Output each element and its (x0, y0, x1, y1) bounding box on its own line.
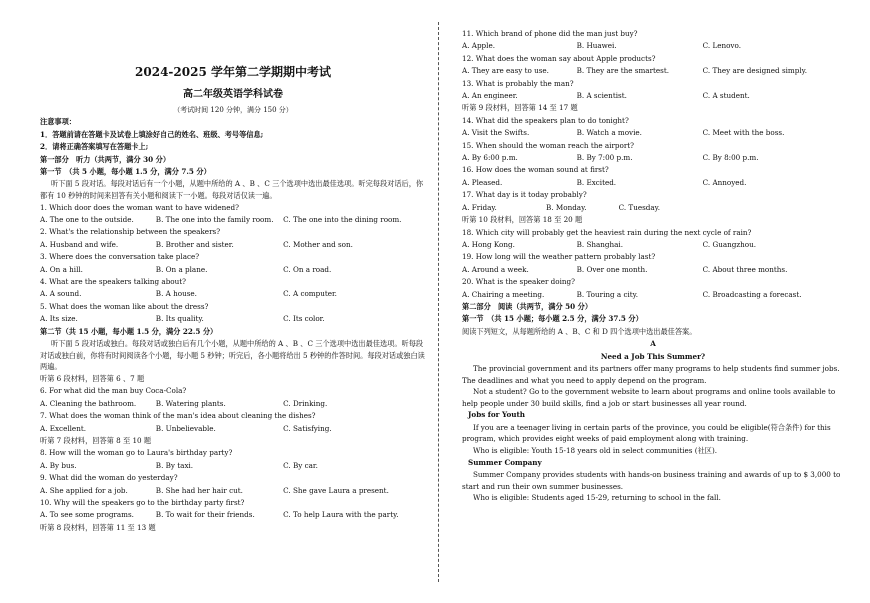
option: C. On a road. (283, 264, 332, 274)
notice-item: 1．答题前请在答题卡及试卷上填涂好自己的姓名、班级、考号等信息; (40, 129, 264, 139)
options-row (462, 90, 844, 102)
option: A. By bus. (40, 460, 77, 470)
option: C. Broadcasting a forecast. (702, 289, 802, 299)
option: C. Meet with the boss. (702, 128, 785, 138)
option: A. Friday. (462, 202, 497, 212)
passage-paragraph: Who is eligible: Youth 15-18 years old in select communities (社区). (473, 445, 718, 455)
options-row (462, 127, 844, 139)
option: C. By car. (283, 460, 318, 470)
question: 17. What day is it today probably? (462, 190, 587, 200)
options-row (462, 152, 844, 164)
option: A. Husband and wife. (40, 239, 119, 249)
question: 13. What is probably the man? (462, 78, 574, 88)
question: 2. What's the relationship between the speakers? (40, 227, 221, 237)
passage-paragraph: Not a student? Go to the government website to learn about programs and online tools available to help people under 30 build skills, find a job or start businesses all year round. (462, 387, 836, 408)
options-row (462, 65, 844, 77)
passage-paragraph: If you are a teenager living in certain parts of the province, you could be eligible(符合条件) for this program, which provides eight weeks of paid employment along with training. (462, 422, 831, 444)
section-instructions: 听下面 5 段对话。每段对话后有一个小题，从题中所给的 A 、B 、C 三个选项中选出最佳选项。听完每段对话后，你都有 10 秒钟的时间来回答有关小题和阅读下一小题。每段对话仅读一遍。 (40, 179, 424, 201)
right-column (462, 28, 844, 504)
question: 20. What is the speaker doing? (462, 277, 575, 287)
passage-title: Need a Job This Summer? (600, 351, 706, 361)
option: C. A student. (702, 91, 750, 101)
option: B. Touring a city. (576, 289, 639, 299)
option: A. By 6:00 p.m. (462, 153, 518, 163)
option: A. Cleaning the bathroom. (40, 398, 137, 408)
material-label: 听第 10 段材料，回答第 18 至 20 题 (462, 215, 583, 225)
option: A. An engineer. (462, 91, 518, 101)
option: C. The one into the dining room. (283, 215, 402, 225)
question: 12. What does the woman say about Apple products? (462, 53, 656, 63)
passage-paragraph: Who is eligible: Students aged 15-29, returning to school in the fall. (473, 493, 721, 503)
option: B. Its quality. (155, 314, 204, 324)
options-row (40, 509, 426, 521)
options-row (40, 313, 426, 325)
option: B. By taxi. (155, 460, 194, 470)
options-row (462, 202, 844, 214)
option: B. Excited. (576, 177, 617, 187)
options-row (40, 288, 426, 300)
notice-heading: 注意事项： (40, 117, 76, 127)
option: B. They are the smartest. (576, 66, 670, 76)
question: 9. What did the woman do yesterday? (40, 473, 178, 483)
left-column (40, 0, 426, 534)
question: 8. How will the woman go to Laura's birthday party? (40, 448, 233, 458)
option: C. Lenovo. (702, 41, 741, 51)
option: B. Monday. (546, 202, 587, 212)
option: B. On a plane. (155, 264, 208, 274)
question: 6. For what did the man buy Coca-Cola? (40, 386, 187, 396)
option: A. Chairing a meeting. (462, 289, 545, 299)
option: C. Drinking. (283, 398, 328, 408)
question: 11. Which brand of phone did the man just buy? (462, 29, 638, 38)
exam-info: （考试时间 120 分钟，满分 150 分） (173, 106, 293, 114)
part-heading: 第二部分 阅读（共两节，满分 50 分） (462, 301, 593, 311)
option: B. Watering plants. (155, 398, 226, 408)
option: C. She gave Laura a present. (283, 485, 389, 495)
options-row (40, 239, 426, 251)
option: B. Huawei. (576, 41, 617, 51)
question: 3. Where does the conversation take place? (40, 252, 200, 262)
option: B. The one into the family room. (155, 215, 274, 225)
question: 1. Which door does the woman want to have widened? (40, 202, 239, 212)
option: A. They are easy to use. (462, 66, 549, 76)
option: B. Over one month. (576, 264, 648, 274)
options-row (40, 485, 426, 497)
option: A. Excellent. (40, 423, 86, 433)
option: B. Watch a movie. (576, 128, 642, 138)
question: 18. Which city will probably get the heaviest rain during the next cycle of rain? (462, 227, 752, 237)
option: B. A house. (155, 289, 197, 299)
option: A. Visit the Swifts. (462, 128, 530, 138)
section-instructions: 听下面 5 段对话或独白。每段对话或独白后有几个小题，从题中所给的 A 、B 、C 三个选项中选出最佳选项。听每段对话或独白前，你将有时间阅读各个小题，每小题 5 秒钟；听完后，各小题将给出 5 秒钟的作答时间。每段对话或独白读两遍。 (40, 339, 425, 372)
option: C. About three months. (702, 264, 788, 274)
option: A. Apple. (462, 41, 495, 51)
option: A. A sound. (40, 289, 82, 299)
options-row (462, 264, 844, 276)
option: C. Its color. (283, 314, 325, 324)
material-label: 听第 6 段材料，回答第 6 、7 题 (40, 373, 145, 383)
options-row (462, 239, 844, 251)
options-row (40, 214, 426, 226)
options-row (462, 289, 844, 301)
option: C. Mother and son. (283, 239, 353, 249)
question: 7. What does the woman think of the man's idea about cleaning the dishes? (40, 411, 316, 421)
option: A. She applied for a job. (40, 485, 128, 495)
exam-subtitle: 高二年级英语学科试卷 (183, 89, 283, 100)
passage-subheading: Summer Company (468, 457, 542, 467)
question: 5. What does the woman like about the dress? (40, 301, 209, 311)
options-row (462, 40, 844, 52)
option: A. Around a week. (462, 264, 529, 274)
option: C. A computer. (283, 289, 337, 299)
option: B. To wait for their friends. (155, 510, 255, 520)
option: B. By 7:00 p.m. (576, 153, 633, 163)
notice-item: 2．请将正确答案填写在答题卡上; (40, 142, 149, 152)
option: C. Satisfying. (283, 423, 332, 433)
section-heading: 第一节 （共 15 小题；每小题 2.5 分，满分 37.5 分） (462, 314, 643, 324)
options-row (40, 264, 426, 276)
material-label: 听第 9 段材料，回答第 14 至 17 题 (462, 103, 578, 113)
section-heading: 第二节（共 15 小题，每小题 1.5 分，满分 22.5 分） (40, 326, 218, 336)
part-heading: 第一部分 听力（共两节，满分 30 分） (40, 154, 171, 164)
question: 4. What are the speakers talking about? (40, 277, 187, 287)
options-row (40, 460, 426, 472)
column-divider (438, 22, 439, 582)
option: A. The one to the outside. (40, 215, 134, 225)
option: C. Tuesday. (618, 202, 661, 212)
option: B. Brother and sister. (155, 239, 234, 249)
option: B. She had her hair cut. (155, 485, 243, 495)
option: C. By 8:00 p.m. (702, 153, 759, 163)
option: B. Unbelievable. (155, 423, 216, 433)
question: 15. When should the woman reach the airport? (462, 140, 635, 150)
passage-paragraph: Summer Company provides students with hands-on business training and awards of up to $ 3,000 to start and run their own summer businesses. (462, 469, 841, 491)
option: A. On a hill. (40, 264, 83, 274)
option: B. Shanghai. (576, 239, 624, 249)
passage-paragraph: The provincial government and its partners offer many programs to help students find summer jobs. The deadlines and what you need to apply depend on the program. (462, 363, 840, 385)
option: A. Pleased. (462, 177, 503, 187)
question: 14. What did the speakers plan to do tonight? (462, 115, 629, 125)
exam-title: 2024-2025 学年第二学期期中考试 (135, 65, 331, 79)
option: B. A scientist. (576, 91, 627, 101)
option: C. Guangzhou. (702, 239, 756, 249)
options-row (40, 398, 426, 410)
question: 10. Why will the speakers go to the birthday party first? (40, 497, 245, 507)
option: A. To see some programs. (40, 510, 134, 520)
option: C. They are designed simply. (702, 66, 808, 76)
question: 16. How does the woman sound at first? (462, 165, 609, 175)
question: 19. How long will the weather pattern probably last? (462, 252, 656, 262)
section-heading: 第一节 （共 5 小题，每小题 1.5 分，满分 7.5 分） (40, 167, 211, 177)
material-label: 听第 7 段材料，回答第 8 至 10 题 (40, 435, 152, 445)
option: A. Its size. (40, 314, 78, 324)
material-label: 听第 8 段材料，回答第 11 至 13 题 (40, 522, 156, 532)
options-row (40, 423, 426, 435)
options-row (462, 177, 844, 189)
option: C. To help Laura with the party. (283, 510, 399, 520)
option: C. Annoyed. (702, 177, 747, 187)
option: A. Hong Kong. (462, 239, 515, 249)
passage-subheading: Jobs for Youth (468, 410, 526, 420)
passage-label: A (650, 339, 656, 349)
section-instructions: 阅读下列短文，从每题所给的 A 、B、C 和 D 四个选项中选出最佳答案。 (462, 326, 697, 336)
